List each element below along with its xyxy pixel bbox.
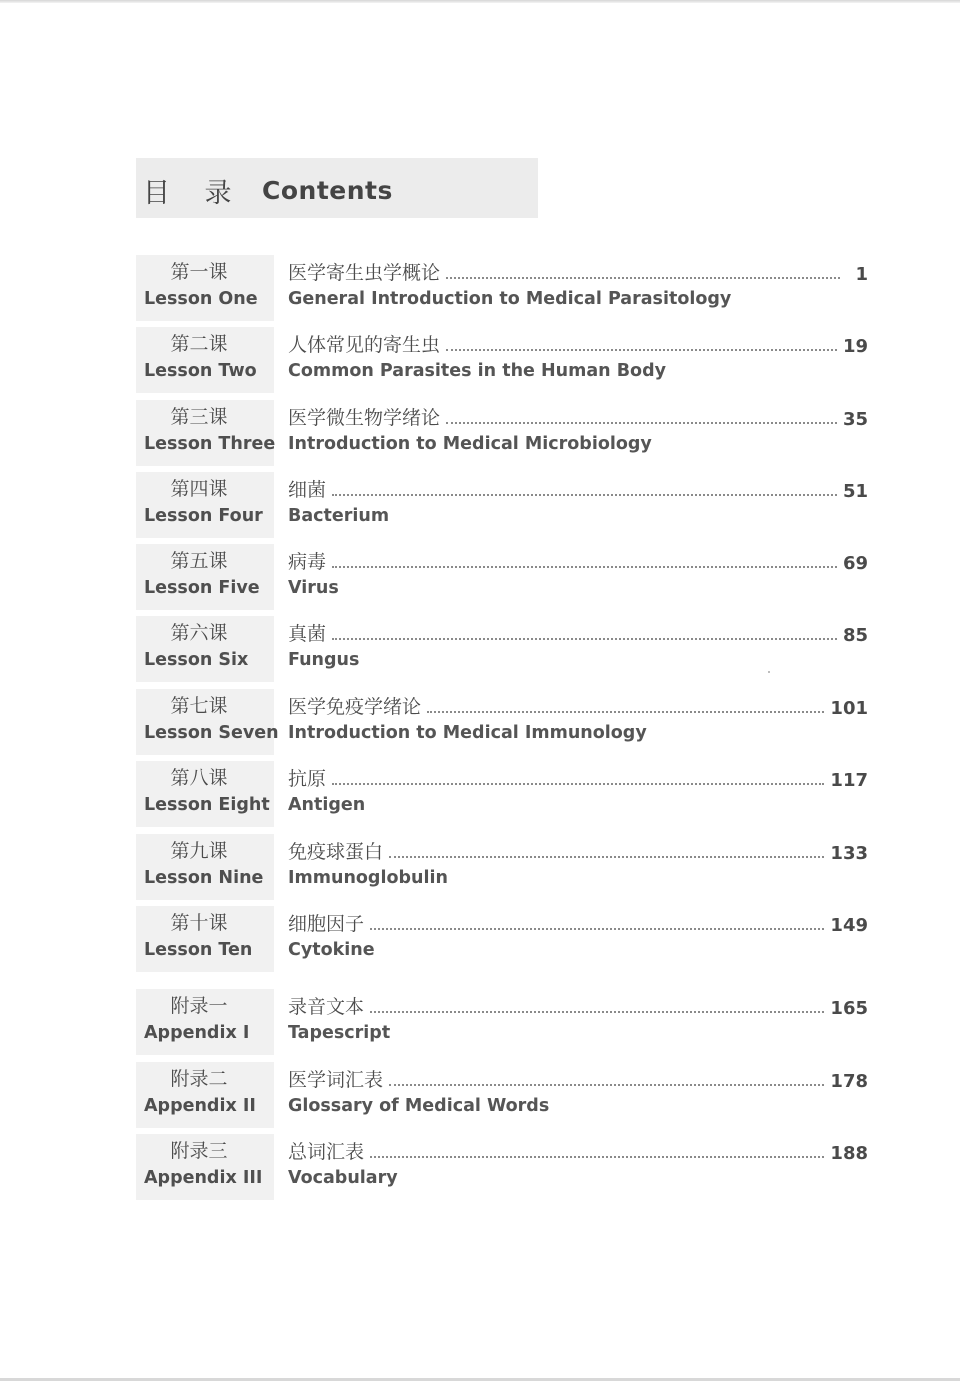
- entry-title-line: [288, 327, 868, 357]
- toc-entry[interactable]: [0, 400, 960, 466]
- lesson-label-en: Lesson One: [144, 289, 258, 309]
- lesson-label-cn: 第七课: [170, 695, 228, 717]
- page-number: 1: [855, 264, 868, 285]
- dot-leader: [332, 565, 837, 568]
- dot-leader: [370, 1155, 824, 1158]
- lesson-label-cn: 第三课: [170, 406, 228, 428]
- toc-entry[interactable]: [0, 989, 960, 1055]
- entry-title-line: [288, 834, 868, 864]
- dot-leader: [446, 348, 837, 351]
- lesson-label-cn: 第八课: [170, 767, 228, 789]
- page-number: 149: [830, 915, 868, 936]
- page-number: 117: [830, 770, 868, 791]
- entry-title-cn: 总词汇表: [288, 1141, 365, 1163]
- entry-title-en: Immunoglobulin: [288, 868, 448, 888]
- lesson-label-cn: 第十课: [170, 912, 228, 934]
- page-number: 165: [830, 998, 868, 1019]
- lesson-label-cn: 第九课: [170, 840, 228, 862]
- toc-entry[interactable]: [0, 834, 960, 900]
- page-number: 51: [842, 481, 868, 502]
- lesson-label-en: Lesson Six: [144, 650, 249, 670]
- page-number: 35: [842, 409, 868, 430]
- dot-leader: [427, 710, 824, 713]
- entry-title-en: Introduction to Medical Microbiology: [288, 434, 652, 454]
- entry-title-en: Introduction to Medical Immunology: [288, 723, 647, 743]
- entry-title-cn: 真菌: [288, 623, 327, 645]
- entry-title-en: Cytokine: [288, 940, 375, 960]
- lesson-label-en: Lesson Seven: [144, 723, 279, 743]
- page-number: 178: [830, 1071, 868, 1092]
- appendix-label-cn: 附录一: [170, 995, 228, 1017]
- appendix-label-cn: 附录二: [170, 1068, 228, 1090]
- toc-entry[interactable]: [0, 472, 960, 538]
- lesson-label-en: Lesson Two: [144, 361, 257, 381]
- title-cn-1: 目: [143, 177, 171, 209]
- entry-title-line: [288, 616, 868, 646]
- entry-title-en: Common Parasites in the Human Body: [288, 361, 667, 381]
- entry-title-en: Bacterium: [288, 506, 390, 526]
- page-top-edge: [0, 0, 960, 3]
- lesson-label-cn: 第四课: [170, 478, 228, 500]
- dot-leader: [332, 637, 837, 640]
- page-number: 85: [842, 625, 868, 646]
- page-number: 101: [830, 698, 868, 719]
- title-cn-2: 录: [204, 177, 232, 209]
- dot-leader: [370, 1010, 824, 1013]
- entry-title-en: Antigen: [288, 795, 366, 815]
- entry-title-line: [288, 906, 868, 936]
- entry-title-line: [288, 544, 868, 574]
- dot-leader: [389, 855, 824, 858]
- title-en: Contents: [262, 175, 393, 205]
- entry-title-line: [288, 255, 868, 285]
- page-number: 19: [842, 336, 868, 357]
- entry-title-cn: 病毒: [288, 551, 327, 573]
- entry-title-en: Glossary of Medical Words: [288, 1096, 550, 1116]
- entry-title-line: [288, 989, 868, 1019]
- dot-leader: [332, 782, 824, 785]
- entry-title-cn: 抗原: [288, 768, 327, 790]
- toc-entry[interactable]: [0, 255, 960, 321]
- lesson-label-en: Lesson Ten: [144, 940, 253, 960]
- entry-title-line: [288, 761, 868, 791]
- lesson-label-en: Lesson Eight: [144, 795, 270, 815]
- appendix-label-cn: 附录三: [170, 1140, 228, 1162]
- page-number: 133: [830, 843, 868, 864]
- entry-title-cn: 医学寄生虫学概论: [288, 262, 441, 284]
- scan-speck: [768, 671, 770, 673]
- page-title: [143, 170, 393, 210]
- entry-title-line: [288, 472, 868, 502]
- entry-title-line: [288, 400, 868, 430]
- lesson-label-cn: 第一课: [170, 261, 228, 283]
- entry-title-cn: 医学免疫学绪论: [288, 696, 422, 718]
- entry-title-line: [288, 1062, 868, 1092]
- toc-entry[interactable]: [0, 1134, 960, 1200]
- dot-leader: [389, 1083, 824, 1086]
- entry-title-cn: 医学微生物学绪论: [288, 407, 441, 429]
- dot-leader: [332, 493, 837, 496]
- entry-title-line: [288, 1134, 868, 1164]
- lesson-label-cn: 第五课: [170, 550, 228, 572]
- appendix-label-en: Appendix I: [144, 1023, 250, 1043]
- dot-leader: [446, 421, 837, 424]
- toc-entry[interactable]: [0, 616, 960, 682]
- entry-title-cn: 免疫球蛋白: [288, 841, 384, 863]
- toc-entry[interactable]: [0, 689, 960, 755]
- lesson-label-cn: 第六课: [170, 622, 228, 644]
- lesson-label-en: Lesson Nine: [144, 868, 264, 888]
- dot-leader: [370, 927, 824, 930]
- toc-entry[interactable]: [0, 761, 960, 827]
- page-bottom-edge: [0, 1378, 960, 1381]
- toc-entry[interactable]: [0, 327, 960, 393]
- appendix-label-en: Appendix III: [144, 1168, 263, 1188]
- entry-title-line: [288, 689, 868, 719]
- lesson-label-en: Lesson Five: [144, 578, 260, 598]
- toc-entry[interactable]: [0, 1062, 960, 1128]
- entry-title-cn: 医学词汇表: [288, 1069, 384, 1091]
- toc-entry[interactable]: [0, 544, 960, 610]
- entry-title-en: General Introduction to Medical Parasitology: [288, 289, 732, 309]
- entry-title-en: Virus: [288, 578, 339, 598]
- entry-title-en: Fungus: [288, 650, 360, 670]
- lesson-label-en: Lesson Four: [144, 506, 263, 526]
- page-number: 69: [842, 553, 868, 574]
- lesson-label-en: Lesson Three: [144, 434, 276, 454]
- entry-title-en: Vocabulary: [288, 1168, 398, 1188]
- dot-leader: [446, 276, 840, 279]
- entry-title-en: Tapescript: [288, 1023, 391, 1043]
- page-number: 188: [830, 1143, 868, 1164]
- entry-title-cn: 人体常见的寄生虫: [288, 334, 441, 356]
- entry-title-cn: 细胞因子: [288, 913, 365, 935]
- entry-title-cn: 细菌: [288, 479, 327, 501]
- appendix-label-en: Appendix II: [144, 1096, 256, 1116]
- lesson-label-cn: 第二课: [170, 333, 228, 355]
- toc-entry[interactable]: [0, 906, 960, 972]
- entry-title-cn: 录音文本: [288, 996, 365, 1018]
